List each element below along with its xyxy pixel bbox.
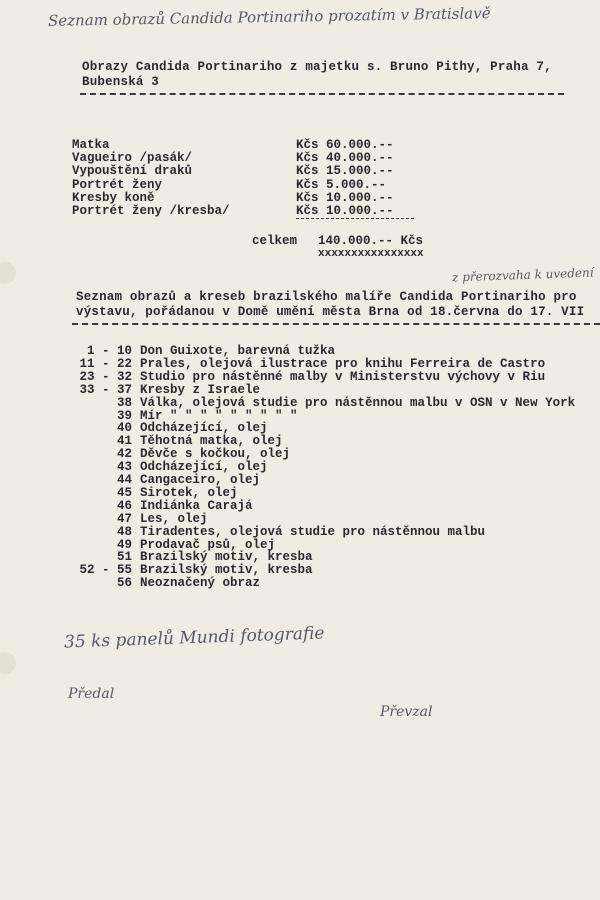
signature-predal: Předal — [68, 686, 115, 702]
item-number: 45 — [116, 485, 132, 500]
item-description: Válka, olejová studie pro nástěnnou malbu v OSN v New York — [140, 395, 576, 410]
item-number: 1 - 10 — [86, 344, 132, 358]
item-number: 40 — [116, 421, 132, 436]
exhibition-line-2: výstavu, pořádanou v Domě umění města Brna od 18.června do 17. VII — [76, 305, 585, 319]
price-value: Kčs 10.000.-- — [296, 190, 394, 205]
price-value: Kčs 10.000.-- — [296, 204, 394, 218]
price-label: Matka — [72, 138, 110, 152]
heading-line-1: Obrazy Candida Portinariho z majetku s. Bruno Pithy, Praha 7, — [82, 60, 552, 74]
item-description: Indiánka Carajá — [140, 498, 253, 513]
item-description: Brazilský motiv, kresba — [140, 563, 313, 578]
item-number: 38 — [116, 395, 132, 410]
item-description: Sirotek, olej — [140, 485, 238, 500]
price-value: Kčs 15.000.-- — [296, 164, 394, 179]
item-description: Cangaceiro, olej — [140, 473, 261, 487]
item-number: 41 — [116, 434, 132, 449]
item-description: Studio pro nástěnné malby v Ministerstvu výchovy v Riu — [140, 369, 546, 384]
item-description: Brazilský motiv, kresba — [140, 550, 313, 565]
item-description: Mír " " " " " " " " " — [140, 408, 298, 423]
item-description: Prales, olejová ilustrace pro knihu Ferreira de Castro — [140, 356, 546, 371]
item-number: 43 — [116, 460, 132, 475]
handwritten-top-note: Seznam obrazů Candida Portinariho prozatím v Bratislavě — [47, 4, 491, 30]
punch-hole — [0, 262, 16, 284]
item-description: Odcházející, olej — [140, 460, 268, 475]
price-label: Portrét ženy /kresba/ — [72, 204, 230, 218]
item-number: 33 - 37 — [79, 382, 132, 397]
item-number: 42 — [116, 447, 132, 462]
total-crossed: xxxxxxxxxxxxxxxx — [318, 248, 424, 260]
price-label: Portrét ženy — [72, 177, 163, 192]
item-number: 49 — [116, 537, 132, 552]
item-description: Les, olej — [140, 511, 208, 526]
item-description: Děvče s kočkou, olej — [140, 447, 291, 462]
item-number: 39 — [116, 408, 132, 423]
total-value: 140.000.-- Kčs — [318, 234, 424, 248]
total-label: celkem — [252, 234, 298, 248]
signature-prevzal: Převzal — [380, 704, 433, 720]
exhibition-rule — [72, 323, 600, 325]
price-value: Kčs 40.000.-- — [296, 151, 394, 166]
handwritten-bottom-note: 35 ks panelů Mundi fotografie — [63, 623, 325, 653]
item-description: Odcházející, olej — [140, 421, 268, 436]
item-description: Prodavač psů, olej — [140, 537, 276, 552]
price-value: Kčs 60.000.-- — [296, 138, 394, 152]
item-number: 56 — [116, 576, 132, 591]
exhibition-line-1: Seznam obrazů a kreseb brazilského malíře Candida Portinariho pro — [76, 290, 577, 304]
punch-hole — [0, 652, 16, 674]
price-label: Kresby koně — [72, 190, 155, 205]
item-number: 48 — [116, 524, 132, 539]
item-description: Kresby z Israele — [140, 382, 261, 397]
item-number: 44 — [116, 473, 132, 487]
heading-line-2: Bubenská 3 — [82, 75, 160, 89]
sum-rule — [296, 218, 414, 219]
price-value: Kčs 5.000.-- — [296, 177, 387, 192]
item-number: 52 - 55 — [79, 563, 132, 578]
item-description: Tiradentes, olejová studie pro nástěnnou malbu — [140, 524, 486, 539]
item-description: Těhotná matka, olej — [140, 434, 283, 449]
item-description: Neoznačený obraz — [140, 576, 261, 591]
price-label: Vagueiro /pasák/ — [72, 151, 193, 166]
item-description: Don Guixote, barevná tužka — [140, 344, 336, 358]
item-number: 23 - 32 — [79, 369, 132, 384]
handwritten-margin-note: z přerozvaha k uvedení — [451, 265, 594, 285]
item-number: 51 — [116, 550, 132, 565]
item-number: 46 — [116, 498, 132, 513]
heading-rule — [80, 93, 564, 95]
item-number: 47 — [116, 511, 132, 526]
item-number: 11 - 22 — [79, 356, 132, 371]
price-label: Vypouštění draků — [72, 164, 193, 179]
